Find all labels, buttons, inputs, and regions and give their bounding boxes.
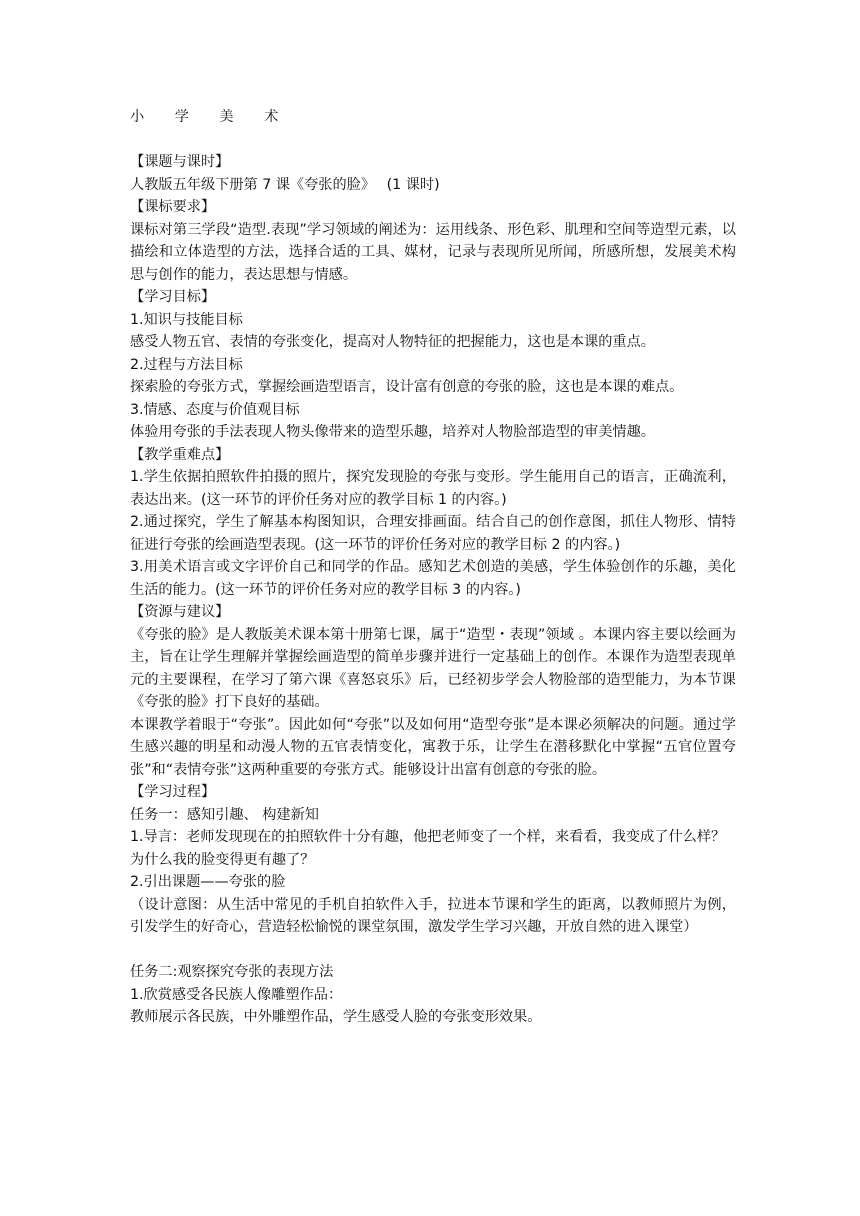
document-page: [130, 106, 736, 1029]
task-1-question: 为什么我的脸变得更有趣了？: [130, 851, 315, 868]
goal-3-title: 3.情感、态度与价值观目标: [130, 401, 300, 418]
heading-process: 【学习过程】: [130, 784, 216, 800]
task-1-step-2: 2.引出课题——夸张的脸: [130, 874, 286, 890]
heading-goals: 【学习目标】: [130, 289, 216, 305]
subject-title: 小 学 美 术: [130, 109, 292, 125]
spacer: [130, 939, 736, 962]
heading-resources: 【资源与建议】: [130, 604, 230, 620]
heading-standard: 【课标要求】: [130, 199, 216, 215]
topic-text: 人教版五年级下册第 7 课《夸张的脸》 (1 课时): [130, 176, 440, 193]
goal-1-text: 感受人物五官、表情的夸张变化，提高对人物特征的把握能力，这也是本课的重点。: [130, 334, 655, 350]
task-1-title: 任务一：感知引趣、 构建新知: [130, 806, 319, 823]
standard-text: 课标对第三学段“造型.表现”学习领域的阐述为：运用线条、形色彩、肌理和空间等造型元素，以描绘和立体造型的方法，选择合适的工具、媒材，记录与表现所见所闻，所感所想，发展美术构思与创作的能力，表达思想与情感。: [130, 221, 736, 283]
spacer: [130, 129, 736, 152]
task-1-step-1: 1.导言：老师发现现在的拍照软件十分有趣，他把老师变了一个样，来看看，我变成了什么样？: [130, 829, 726, 845]
goal-2-title: 2.过程与方法目标: [130, 356, 243, 373]
goal-1-title: 1.知识与技能目标: [130, 311, 243, 328]
key-point-3: 3.用美术语言或文字评价自己和同学的作品。感知艺术创造的美感，学生体验创作的乐趣，美化生活的能力。(这一环节的评价任务对应的教学目标 3 的内容。): [130, 559, 736, 598]
resources-paragraph-1: 《夸张的脸》是人教版美术课本第十册第七课，属于“造型・表现”领域 。本课内容主要以绘画为主，旨在让学生理解并掌握绘画造型的简单步骤并进行一定基础上的创作。本课作为造型表现单元的主要课程，在学习了第六课《喜怒哀乐》后，已经初步学会人物脸部的造型能力，为本节课《夸张的脸》打下良好的基础。: [130, 626, 736, 710]
task-2-text: 教师展示各民族，中外雕塑作品，学生感受人脸的夸张变形效果。: [130, 1009, 542, 1025]
heading-topic: 【课题与课时】: [130, 154, 230, 170]
task-1-design-note: （设计意图：从生活中常见的手机自拍软件入手，拉进本节课和学生的距离，以教师照片为例，引发学生的好奇心，营造轻松愉悦的课堂氛围，激发学生学习兴趣，开放自然的进入课堂）: [130, 896, 736, 935]
task-2-step-1: 1.欣赏感受各民族人像雕塑作品：: [130, 986, 343, 1003]
key-point-2: 2.通过探究，学生了解基本构图知识，合理安排画面。结合自己的创作意图，抓住人物形、情特征进行夸张的绘画造型表现。(这一环节的评价任务对应的教学目标 2 的内容。): [130, 514, 736, 553]
goal-2-text: 探索脸的夸张方式，掌握绘画造型语言，设计富有创意的夸张的脸，这也是本课的难点。: [130, 379, 684, 395]
goal-3-text: 体验用夸张的手法表现人物头像带来的造型乐趣，培养对人物脸部造型的审美情趣。: [130, 424, 655, 440]
task-2-title: 任务二:观察探究夸张的表现方法: [130, 964, 334, 980]
resources-paragraph-2: 本课教学着眼于“夸张”。因此如何“夸张”以及如何用“造型夸张”是本课必须解决的问题。通过学生感兴趣的明星和动漫人物的五官表情变化，寓教于乐，让学生在潜移默化中掌握“五官位置夸张”和“表情夸张”这两种重要的夸张方式。能够设计出富有创意的夸张的脸。: [130, 716, 736, 778]
key-point-1: 1.学生依据拍照软件拍摄的照片，探究发现脸的夸张与变形。学生能用自己的语言，正确流利，表达出来。(这一环节的评价任务对应的教学目标 1 的内容。): [130, 469, 736, 508]
heading-key-points: 【教学重难点】: [130, 446, 230, 463]
